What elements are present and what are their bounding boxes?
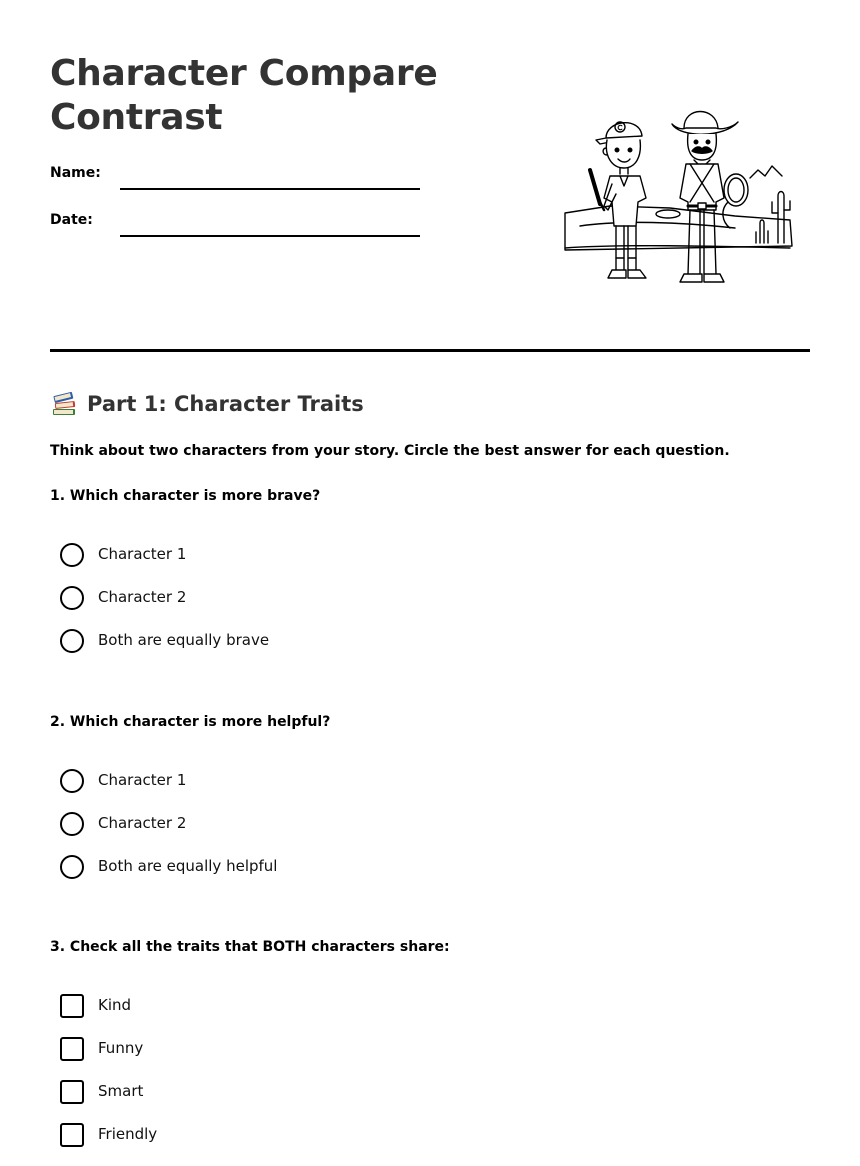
section-title bbox=[50, 388, 364, 420]
checkbox[interactable] bbox=[60, 1037, 84, 1061]
question-3 bbox=[50, 937, 810, 1143]
date-label: Date: bbox=[50, 212, 93, 228]
section-divider bbox=[50, 349, 810, 352]
option-trait-funny[interactable] bbox=[60, 1037, 760, 1080]
date-line[interactable] bbox=[120, 235, 420, 237]
question-2-text: 2. Which character is more helpful? bbox=[50, 714, 331, 730]
option-label: Character 2 bbox=[98, 814, 187, 832]
option-label: Character 1 bbox=[98, 545, 187, 563]
option-trait-friendly[interactable] bbox=[60, 1123, 760, 1166]
option-trait-smart[interactable] bbox=[60, 1080, 760, 1123]
option-label: Smart bbox=[98, 1082, 144, 1100]
question-3-text: 3. Check all the traits that BOTH characters share: bbox=[50, 939, 450, 955]
characters-illustration bbox=[560, 98, 800, 298]
option-label: Character 2 bbox=[98, 588, 187, 606]
name-line[interactable] bbox=[120, 188, 420, 190]
question-1-options bbox=[60, 543, 760, 672]
option-q1-character-2[interactable] bbox=[60, 586, 760, 629]
page-title: Character Compare Contrast bbox=[50, 53, 438, 138]
option-q2-character-1[interactable] bbox=[60, 769, 760, 812]
option-q2-character-2[interactable] bbox=[60, 812, 760, 855]
question-2 bbox=[50, 712, 810, 875]
option-label: Kind bbox=[98, 996, 132, 1014]
radio-button[interactable] bbox=[60, 629, 84, 653]
option-label: Character 1 bbox=[98, 771, 187, 789]
option-q1-character-1[interactable] bbox=[60, 543, 760, 586]
instructions: Think about two characters from your story. Circle the best answer for each question. bbox=[50, 443, 730, 459]
option-label: Funny bbox=[98, 1039, 144, 1057]
option-q1-both[interactable] bbox=[60, 629, 760, 672]
radio-button[interactable] bbox=[60, 855, 84, 879]
checkbox[interactable] bbox=[60, 994, 84, 1018]
option-trait-kind[interactable] bbox=[60, 994, 760, 1037]
radio-button[interactable] bbox=[60, 769, 84, 793]
radio-button[interactable] bbox=[60, 812, 84, 836]
question-3-options bbox=[60, 994, 760, 1166]
name-label: Name: bbox=[50, 165, 101, 181]
svg-text:C: C bbox=[617, 124, 623, 132]
question-1-text: 1. Which character is more brave? bbox=[50, 488, 321, 504]
section-title-text: Part 1: Character Traits bbox=[87, 392, 364, 416]
worksheet-header bbox=[50, 50, 810, 310]
question-1 bbox=[50, 486, 810, 649]
question-2-options bbox=[60, 769, 760, 898]
radio-button[interactable] bbox=[60, 543, 84, 567]
option-label: Both are equally brave bbox=[98, 631, 270, 649]
radio-button[interactable] bbox=[60, 586, 84, 610]
option-q2-both[interactable] bbox=[60, 855, 760, 898]
books-icon bbox=[50, 390, 78, 418]
date-field[interactable] bbox=[50, 207, 420, 237]
checkbox[interactable] bbox=[60, 1123, 84, 1147]
checkbox[interactable] bbox=[60, 1080, 84, 1104]
option-label: Both are equally helpful bbox=[98, 857, 278, 875]
name-field[interactable] bbox=[50, 160, 420, 190]
option-label: Friendly bbox=[98, 1125, 158, 1143]
